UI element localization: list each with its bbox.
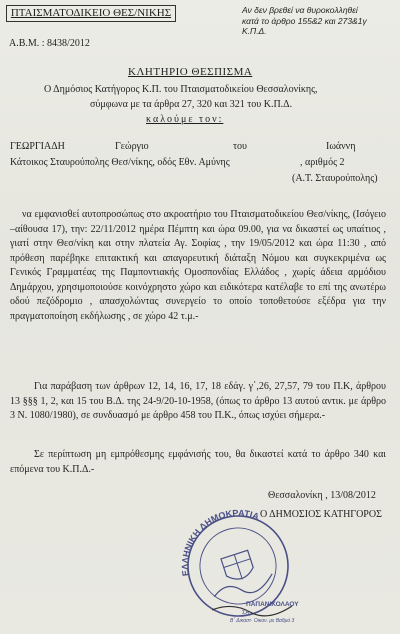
posting-note (242, 5, 392, 37)
defendant-surname: ΓΕΩΡΓΙΑΔΗ (10, 141, 65, 152)
intro-line: σύμφωνα με τα άρθρα 27, 320 και 321 του Κ.Π.Δ. (90, 99, 293, 110)
place-date: Θεσσαλονίκη , 13/08/2012 (268, 490, 376, 501)
posting-note-line: κατά το άρθρο 155&2 και 273&1γ (242, 15, 367, 26)
residence: Κάτοικος Σταυρούπολης Θεσ/νίκης, οδός Εθν. Αμύνης (10, 157, 230, 168)
official-stamp (172, 506, 304, 626)
street-number: , αριθμός 2 (300, 157, 345, 168)
stamp-sig-line: ΣΑ (242, 610, 250, 616)
defendant-father: Ιωάννη (326, 141, 356, 152)
summon-heading: καλούμε τον: (146, 114, 224, 125)
summons-paragraph: να εμφανισθεί αυτοπροσώπως στο ακροατήριο του Πταισματοδικείου Θεσ/νίκης, (Ισόγειο –αίθουσα 17), την: 22/11/2012 ημέρα Πέμπτη και ώρα 09.00, για να δικαστεί ως υπαίτιος , γιατί στην Θεσ/νίκη και στην πλατεία Αγ. Σοφίας , την 19/05/2012 και ώρα 11:30 , από πρόθεση παρέβηκε επιτακτική και απαγορευτική διάταξη Νόμου και συγκεκριμένα ως Γενικός Γραμματέας της Παμποντιακής Ομοσπονδίας Ελλάδος , χωρίς άδεια αρμόδιου Δημάρχου, χρησιμοποιούσε κοινόχρηστο χώρο και ειδικότερα κατέλαβε το επί της ανωτέρω οδού πεζόδρομιο , απασχολώντας συνεργείο το οποίο τοποθετούσε εξέδρα για την πραγματοποίηση εκδήλωσης , σε χώρο 42 τ.μ.- (10, 209, 386, 322)
case-number: Α.Β.Μ. : 8438/2012 (9, 38, 90, 49)
court-name: ΠΤΑΙΣΜΑΤΟΔΙΚΕΙΟ ΘΕΣ/ΝΙΚΗΣ (6, 5, 176, 22)
posting-note-line: Κ.Π.Δ. (242, 26, 267, 36)
legal-basis-paragraph: Για παράβαση των άρθρων 12, 14, 16, 17, 18 εδάγ. γ΄,26, 27,57, 79 του Π.Κ, άρθρου 13 §§§ 1, 2, και 15 του Β.Δ. της 24-9/20-10-1958, (όπως το άρθρο 13 αυτού αντικ. με άρθρο 3 Ν. 1080/1980), σε συνδυασμό με άρθρο 458 του Π.Κ., όπως ισχύει σήμερα.- (10, 381, 386, 421)
stamp-name: ΠΑΠΑΝΙΚΟΛΑΟΥ (246, 601, 299, 608)
signer-title: Ο ΔΗΜΟΣΙΟΣ ΚΑΤΗΓΟΡΟΣ (260, 509, 382, 520)
defendant-firstname: Γεώργιο (115, 141, 149, 152)
of-word: του (233, 141, 247, 152)
intro-line: Ο Δημόσιος Κατήγορος Κ.Π. του Πταισματοδικείου Θεσσαλονίκης, (44, 84, 318, 95)
stamp-sig-line: Β΄ Δικαστ· Οικον. με Βαθμό 3 (230, 618, 295, 624)
coat-of-arms-icon (221, 550, 256, 583)
police-station: (Α.Τ. Σταυρούπολης) (292, 173, 378, 184)
posting-note-line: Αν δεν βρεθεί να θυροκολληθεί (242, 5, 358, 15)
stamp-ring-text: ΕΛΛΗΝΙΚΗ ΔΗΜΟΚΡΑΤΙΑ (179, 507, 261, 577)
document-title: ΚΛΗΤΗΡΙΟ ΘΕΣΠΙΣΜΑ (128, 66, 253, 78)
absence-paragraph: Σε περίπτωση μη εμπρόθεσμης εμφάνισής του, θα δικαστεί κατά το άρθρο 340 και επόμενα του Κ.Π.Δ.- (10, 449, 386, 475)
